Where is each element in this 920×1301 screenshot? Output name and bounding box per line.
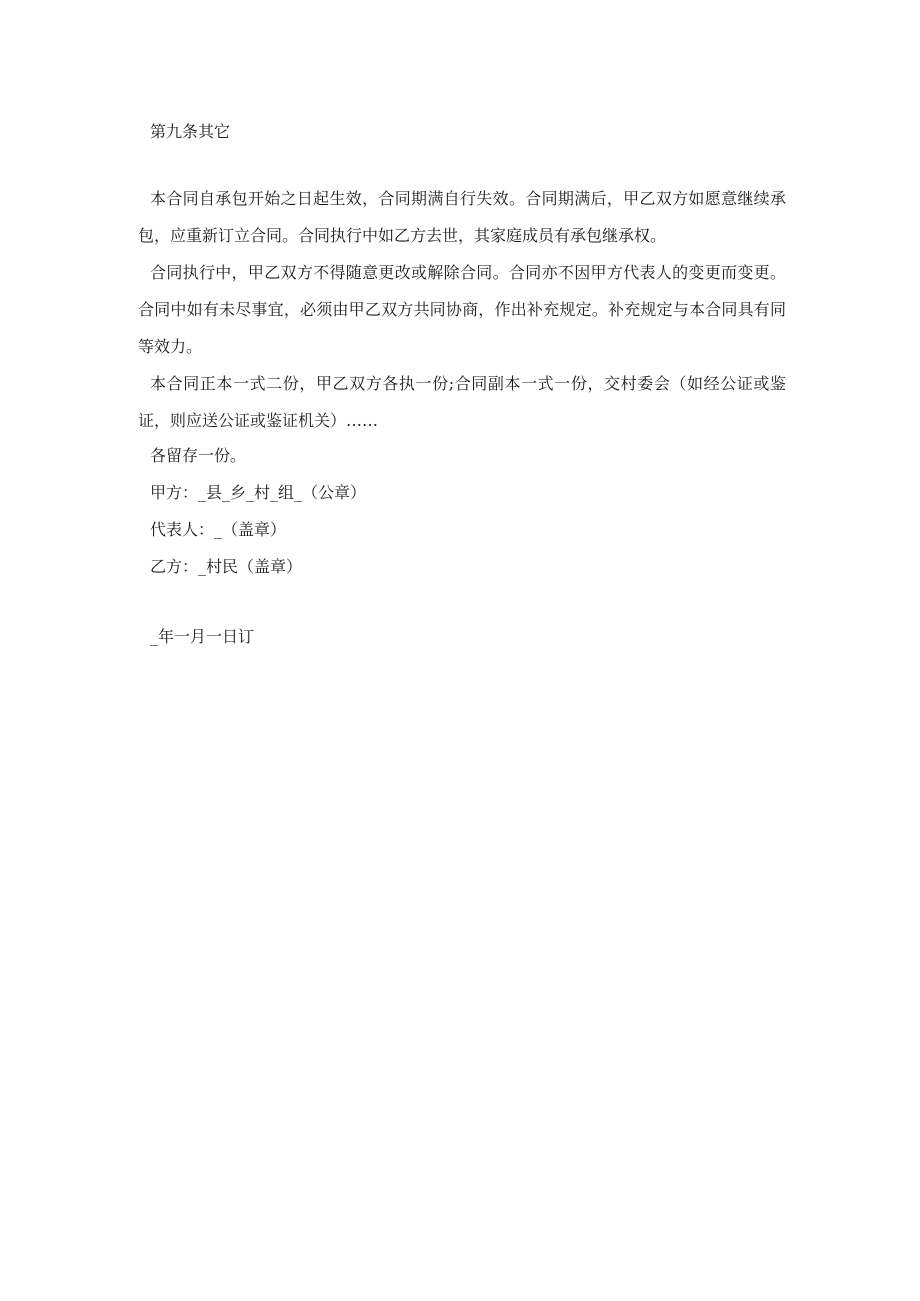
signature-party-b: 乙方：_村民（盖章） [150, 557, 303, 576]
signature-representative: 代表人：_（盖章） [150, 520, 287, 539]
paragraph-effectiveness: 本合同自承包开始之日起生效，合同期满自行失效。合同期满后，甲乙双方如愿意继续承包，应重新订立合同。合同执行中如乙方去世，其家庭成员有承包继承权。 [138, 189, 786, 245]
date-line: _年一月一日订 [150, 627, 255, 646]
section-heading: 第九条其它 [150, 122, 231, 141]
paragraph-copies: 本合同正本一式二份，甲乙双方各执一份;合同副本一式一份，交村委会（如经公证或鉴证，则应送公证或鉴证机关）…… [138, 374, 786, 430]
copy-note: 各留存一份。 [150, 446, 247, 465]
signature-party-a: 甲方：_县_乡_村_组_（公章） [150, 483, 367, 502]
paragraph-modification: 合同执行中，甲乙双方不得随意更改或解除合同。合同亦不因甲方代表人的变更而变更。合同中如有未尽事宜，必须由甲乙双方共同协商，作出补充规定。补充规定与本合同具有同等效力。 [138, 263, 786, 356]
